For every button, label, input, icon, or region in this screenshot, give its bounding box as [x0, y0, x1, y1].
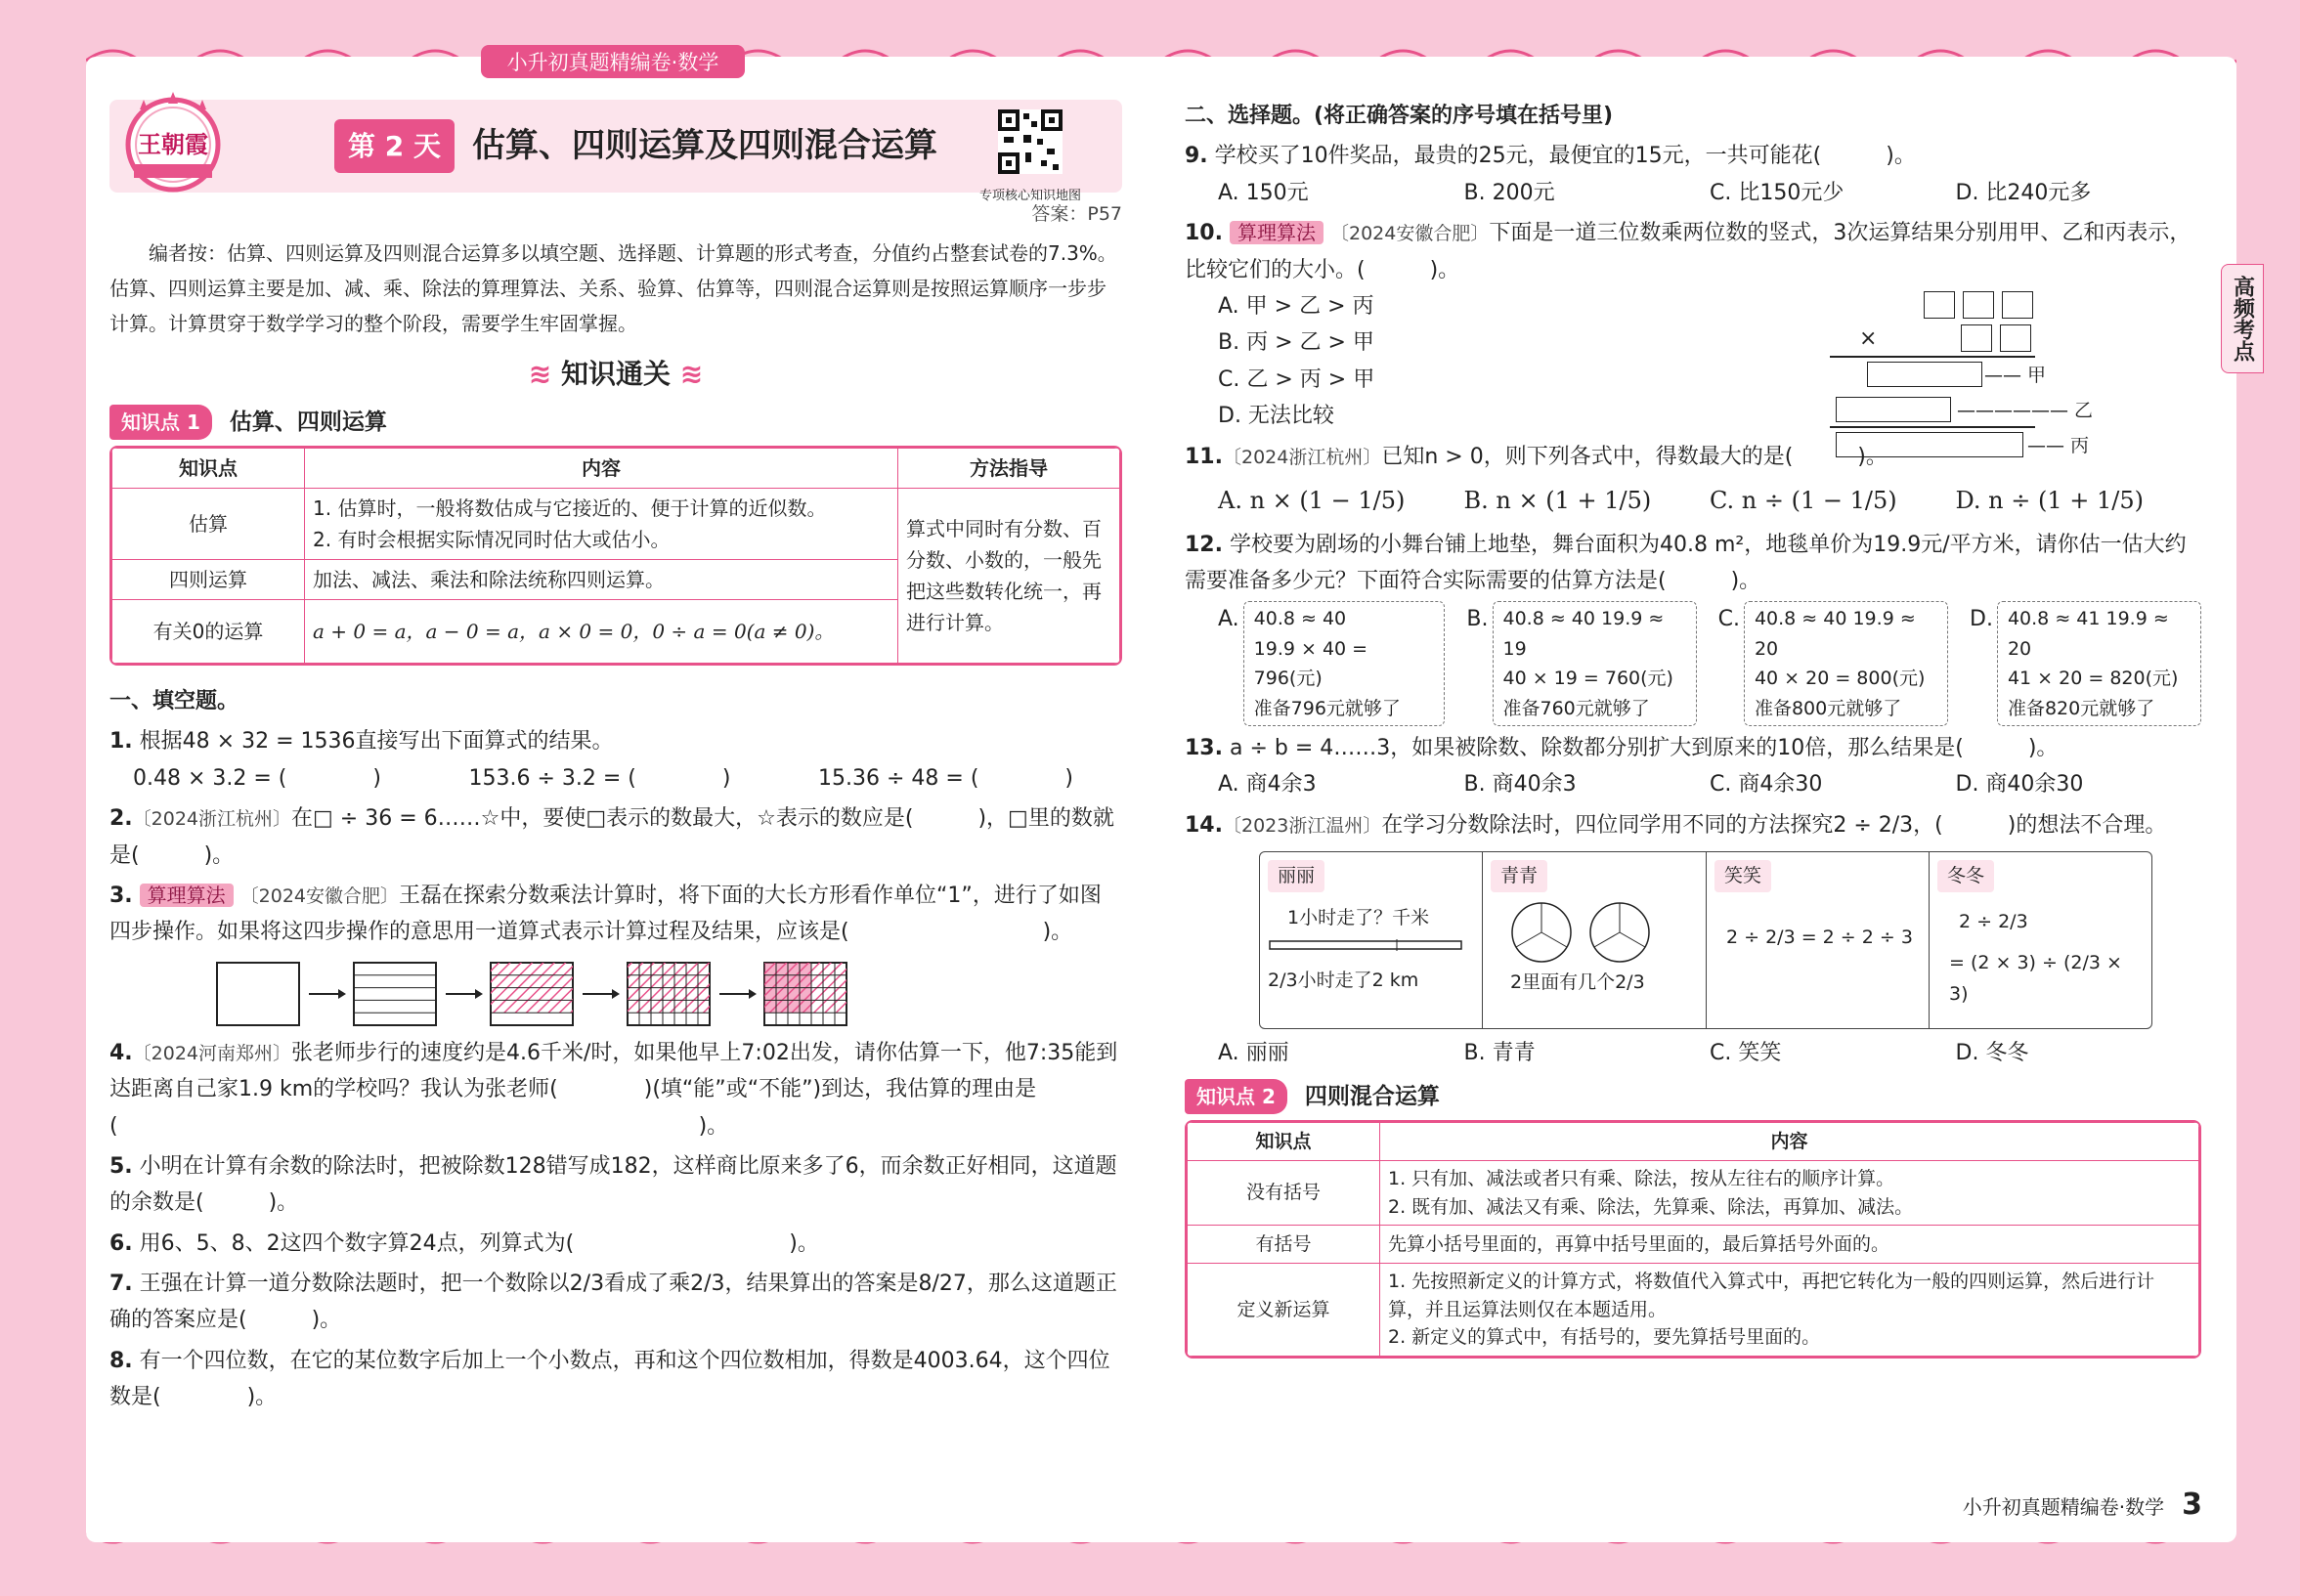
kp2-table	[1185, 1120, 2201, 1359]
option-letter: C.	[1717, 607, 1740, 632]
kp1-row-content: 加法、减法、乘法和除法统称四则运算。	[305, 559, 898, 599]
lili-line: 2/3小时走了2 km	[1268, 970, 1419, 992]
dongdong-line: = (2 × 3) ÷ (2/3 × 3)	[1949, 951, 2122, 1006]
svg-text:王朝霞: 王朝霞	[138, 129, 208, 158]
question-number: 3.	[109, 883, 133, 908]
question-3	[109, 878, 1122, 1031]
question-text: a ÷ b = 4……3，如果被除数、除数都分别扩大到原来的10倍，那么结果是( )。	[1229, 736, 2059, 761]
option-d[interactable]: D. 冬冬	[1955, 1041, 2029, 1066]
kp1-title: 估算、四则运算	[229, 409, 387, 435]
qr-code-icon	[998, 109, 1063, 174]
kp1-method: 算式中同时有分数、百分数、小数的，一般先把这些数转化统一，再进行计算。	[898, 488, 1120, 663]
lili-panel	[1260, 852, 1483, 1028]
qr-caption: 专项核心知识地图	[978, 189, 1081, 204]
question-source: 〔2024安徽合肥〕	[1329, 223, 1490, 245]
kp1-table	[109, 446, 1122, 666]
option-c[interactable]: C. n ÷ (1 − 1/5)	[1710, 486, 1897, 514]
question-text: 用6、5、8、2这四个数字算24点，列算式为( )。	[139, 1230, 819, 1256]
option-c[interactable]: C. 笑笑	[1710, 1041, 1782, 1066]
question-2	[109, 800, 1122, 874]
question-number: 2.	[109, 806, 133, 832]
qr-block	[979, 109, 1081, 207]
question-number: 12.	[1185, 532, 1223, 557]
option-letter: D.	[1970, 607, 1993, 632]
option-b[interactable]: B. 青青	[1463, 1041, 1536, 1066]
question-text: 小明在计算有余数的除法时，把被除数128错写成182，这样商比原来多了6，而余数正好相同，这道题的余数是( )。	[109, 1153, 1117, 1216]
fill-section-title: 一、填空题。	[109, 688, 239, 713]
question-number: 11.	[1185, 444, 1223, 469]
question-1	[109, 723, 1122, 797]
option-letter: A.	[1218, 607, 1239, 632]
student-name: 笑笑	[1714, 860, 1771, 891]
question-13	[1185, 730, 2201, 803]
question-8	[109, 1343, 1122, 1416]
times-sign: ×	[1859, 326, 1878, 352]
question-number: 14.	[1185, 812, 1223, 838]
label-yi: 乙	[2074, 400, 2094, 422]
xiaoxiao-line: 2 ÷ 2/3 = 2 ÷ 2 ÷ 3	[1726, 926, 1913, 948]
label-jia: 甲	[2027, 365, 2047, 387]
label-bing: 丙	[2070, 435, 2090, 457]
circles-diagram	[1502, 898, 1698, 967]
kp1-row-name: 有关0的运算	[112, 599, 305, 663]
option-d[interactable]: D. 无法比较	[1218, 404, 1334, 429]
question-tag: 算理算法	[140, 884, 234, 907]
question-number: 9.	[1185, 144, 1208, 169]
dongdong-line: 2 ÷ 2/3	[1959, 910, 2028, 932]
option-b[interactable]: B. 200元	[1463, 180, 1555, 205]
kp1-header-method: 方法指导	[898, 448, 1120, 488]
kp2-row-name: 有括号	[1188, 1226, 1380, 1264]
logo-badge-icon	[114, 88, 232, 195]
question-text: 在□ ÷ 36 = 6……☆中，要使□表示的数最大，☆表示的数应是( )，□里的数就是( )。	[109, 806, 1114, 868]
question-14	[1185, 807, 2201, 1072]
question-number: 7.	[109, 1272, 133, 1297]
option-line: 准备820元就够了	[2007, 697, 2155, 719]
question-text: 王强在计算一道分数除法题时，把一个数除以2/3看成了乘2/3，结果算出的答案是8/27，那么这道题正确的答案应是( )。	[109, 1272, 1117, 1333]
header-tab: 小升初真题精编卷·数学	[481, 45, 745, 78]
kp2-row-content: 先算小括号里面的，再算中括号里面的，最后算括号外面的。	[1380, 1226, 2199, 1264]
option-line: 准备800元就够了	[1754, 697, 1902, 719]
question-text: 学校买了10件奖品，最贵的25元，最便宜的15元，一共可能花( )。	[1214, 144, 1916, 169]
kp1-tag: 知识点 1	[109, 405, 212, 440]
option-line: 40.8 ≈ 41 19.9 ≈ 20	[2007, 608, 2169, 660]
kp2-title: 四则混合运算	[1304, 1083, 1440, 1109]
kp2-header-content: 内容	[1380, 1122, 2199, 1160]
option-letter: B.	[1466, 607, 1489, 632]
option-d[interactable]: D. n ÷ (1 + 1/5)	[1955, 486, 2144, 514]
side-tab: 高频考点	[2221, 264, 2264, 373]
question-number: 6.	[109, 1230, 133, 1256]
question-source: 〔2024河南郑州〕	[132, 1042, 292, 1064]
question-tag: 算理算法	[1230, 221, 1324, 244]
kp1-row-name: 估算	[112, 488, 305, 559]
question-12	[1185, 527, 2201, 726]
kp1-row-content: a + 0 = a，a − 0 = a，a × 0 = 0，0 ÷ a = 0(a ≠ 0)。	[305, 599, 898, 663]
lili-line: 1小时走了？千米	[1287, 906, 1430, 928]
question-source: 〔2024浙江杭州〕	[132, 808, 292, 831]
option-a[interactable]: A. 丽丽	[1218, 1041, 1289, 1066]
answer-reference: 答案：P57	[1031, 203, 1122, 225]
method-comparison-box	[1259, 851, 2152, 1029]
question-number: 4.	[109, 1040, 133, 1065]
logo	[109, 88, 237, 195]
blank-part: 15.36 ÷ 48 = ( )	[818, 765, 1073, 791]
section-title: ≋ 知识通关 ≋	[528, 358, 704, 391]
question-source: 〔2023浙江温州〕	[1222, 814, 1382, 837]
question-4	[109, 1035, 1122, 1144]
option-line: 41 × 20 = 820(元)	[2007, 668, 2179, 690]
footer	[1963, 1488, 2202, 1522]
option-line: 40.8 ≈ 40	[1253, 608, 1347, 630]
option-line: 40.8 ≈ 40 19.9 ≈ 20	[1754, 608, 1916, 660]
option-c[interactable]: C. 商4余30	[1710, 772, 1823, 798]
option-a[interactable]: A. 150元	[1218, 180, 1309, 205]
option-d[interactable]: D. 商40余30	[1955, 772, 2084, 798]
option-line: 40.8 ≈ 40 19.9 ≈ 19	[1502, 608, 1665, 660]
knowledge-point-2-header	[1185, 1078, 2201, 1116]
editor-note: 编者按：估算、四则运算及四则混合运算多以填空题、选择题、计算题的形式考查，分值约占整套试卷的7.3%。估算、四则运算主要是加、减、乘、除法的算理算法、关系、验算、估算等，四则混合运算则是按照运算顺序一步步计算。计算贯穿于数学学习的整个阶段，需要学生牢固掌握。	[109, 241, 1117, 336]
question-text: 有一个四位数，在它的某位数字后加上一个小数点，再和这个四位数相加，得数是4003.64，这个四位数是( )。	[109, 1348, 1110, 1410]
option-line: 准备796元就够了	[1253, 697, 1401, 719]
kp2-row-name: 定义新运算	[1188, 1264, 1380, 1357]
student-name: 冬冬	[1937, 860, 1994, 891]
kp2-header-point: 知识点	[1188, 1122, 1380, 1160]
question-number: 5.	[109, 1153, 133, 1179]
question-source: 〔2024安徽合肥〕	[239, 884, 400, 907]
question-source: 〔2024浙江杭州〕	[1222, 446, 1382, 468]
student-name: 青青	[1491, 860, 1547, 891]
page-title: 估算、四则运算及四则混合运算	[471, 125, 937, 165]
footer-text: 小升初真题精编卷·数学	[1962, 1495, 2165, 1519]
title-banner	[109, 100, 1122, 204]
kp1-row-content: 1. 估算时，一般将数估成与它接近的、便于计算的近似数。 2. 有时会根据实际情况同时估大或估小。	[305, 488, 898, 559]
question-6	[109, 1226, 1122, 1262]
question-number: 10.	[1185, 221, 1223, 246]
option-a[interactable]	[1218, 601, 1445, 726]
dongdong-panel	[1930, 852, 2151, 1028]
choice-section-title: 二、选择题。(将正确答案的序号填在括号里)	[1185, 104, 1614, 128]
qingqing-panel	[1483, 852, 1707, 1028]
question-number: 8.	[109, 1348, 133, 1373]
question-text: 已知n > 0，则下列各式中，得数最大的是( )。	[1381, 444, 1888, 469]
option-line: 40 × 19 = 760(元)	[1502, 668, 1673, 690]
option-c[interactable]: C. 比150元少	[1710, 180, 1844, 205]
kp2-row-content: 1. 先按照新定义的计算方式，将数值代入算式中，再把它转化为一般的四则运算，然后进行计算，并且运算法则仅在本题适用。 2. 新定义的算式中，有括号的，要先算括号里面的。	[1380, 1264, 2199, 1357]
option-line: 19.9 × 40 = 796(元)	[1253, 637, 1368, 690]
student-name: 丽丽	[1268, 860, 1324, 891]
question-text: 根据48 × 32 = 1536直接写出下面算式的结果。	[139, 729, 614, 755]
kp2-row-name: 没有括号	[1188, 1161, 1380, 1226]
option-d[interactable]: D. 比240元多	[1955, 180, 2092, 205]
blank-part: 153.6 ÷ 3.2 = ( )	[468, 765, 731, 791]
knowledge-point-1-header	[109, 404, 1122, 442]
rectangle-steps-diagram	[207, 955, 1087, 1031]
option-c[interactable]: C. 乙 > 丙 > 甲	[1218, 367, 1375, 392]
question-7	[109, 1266, 1122, 1339]
option-d[interactable]	[1970, 601, 2201, 726]
kp1-row-name: 四则运算	[112, 559, 305, 599]
option-c[interactable]	[1718, 601, 1948, 726]
question-text: 下面是一道三位数乘两位数的竖式，3次运算结果分别用甲、乙和丙表示，比较它们的大小。( )。	[1185, 221, 2192, 282]
option-line: 准备760元就够了	[1502, 697, 1650, 719]
kp1-header-point: 知识点	[112, 448, 305, 488]
question-9	[1185, 138, 2201, 211]
kp2-tag: 知识点 2	[1185, 1079, 1287, 1114]
option-a[interactable]: A. 商4余3	[1218, 772, 1317, 798]
line-segment-diagram	[1268, 937, 1463, 955]
left-column	[109, 100, 1122, 1416]
qingqing-line: 2里面有几个2/3	[1510, 971, 1645, 993]
question-5	[109, 1148, 1122, 1222]
kp2-row-content: 1. 只有加、减法或者只有乘、除法，按从左往右的顺序计算。 2. 既有加、减法又有乘、除法，先算乘、除法，再算加、减法。	[1380, 1161, 2199, 1226]
day-tag: 第 2 天	[334, 119, 455, 174]
option-b[interactable]: B. 丙 > 乙 > 甲	[1218, 330, 1374, 356]
question-text: 张老师步行的速度约是4.6千米/时，如果他早上7:02出发，请你估算一下，他7:35能到达距离自己家1.9 km的学校吗？我认为张老师( )(填“能”或“不能”)到达，我估算的理由是( )。	[109, 1040, 1118, 1139]
xiaoxiao-panel	[1707, 852, 1930, 1028]
vertical-multiplication: × —— 甲 —————— 乙 —— 丙	[1830, 291, 2182, 487]
question-number: 1.	[109, 729, 133, 755]
option-b[interactable]	[1466, 601, 1696, 726]
question-number: 13.	[1185, 736, 1223, 761]
option-b[interactable]: B. 商40余3	[1463, 772, 1577, 798]
question-text: 王磊在探索分数乘法计算时，将下面的大长方形看作单位“1”，进行了如图四步操作。如果将这四步操作的意思用一道算式表示计算过程及结果，应该是( )。	[109, 883, 1102, 945]
blank-part: 0.48 × 3.2 = ( )	[133, 765, 381, 791]
option-a[interactable]: A. n × (1 − 1/5)	[1218, 486, 1406, 514]
page-number: 3	[2182, 1488, 2202, 1522]
option-line: 40 × 20 = 800(元)	[1754, 668, 1926, 690]
right-column	[1185, 98, 2201, 1359]
question-text: 在学习分数除法时，四位同学用不同的方法探究2 ÷ 2/3，( )的想法不合理。	[1381, 812, 2167, 838]
kp1-header-content: 内容	[305, 448, 898, 488]
question-text: 学校要为剧场的小舞台铺上地垫，舞台面积为40.8 m²，地毯单价为19.9元/平方米，请你估一估大约需要准备多少元？下面符合实际需要的估算方法是( )。	[1185, 532, 2187, 594]
option-a[interactable]: A. 甲 > 乙 > 丙	[1218, 293, 1374, 319]
option-b[interactable]: B. n × (1 + 1/5)	[1463, 486, 1652, 514]
